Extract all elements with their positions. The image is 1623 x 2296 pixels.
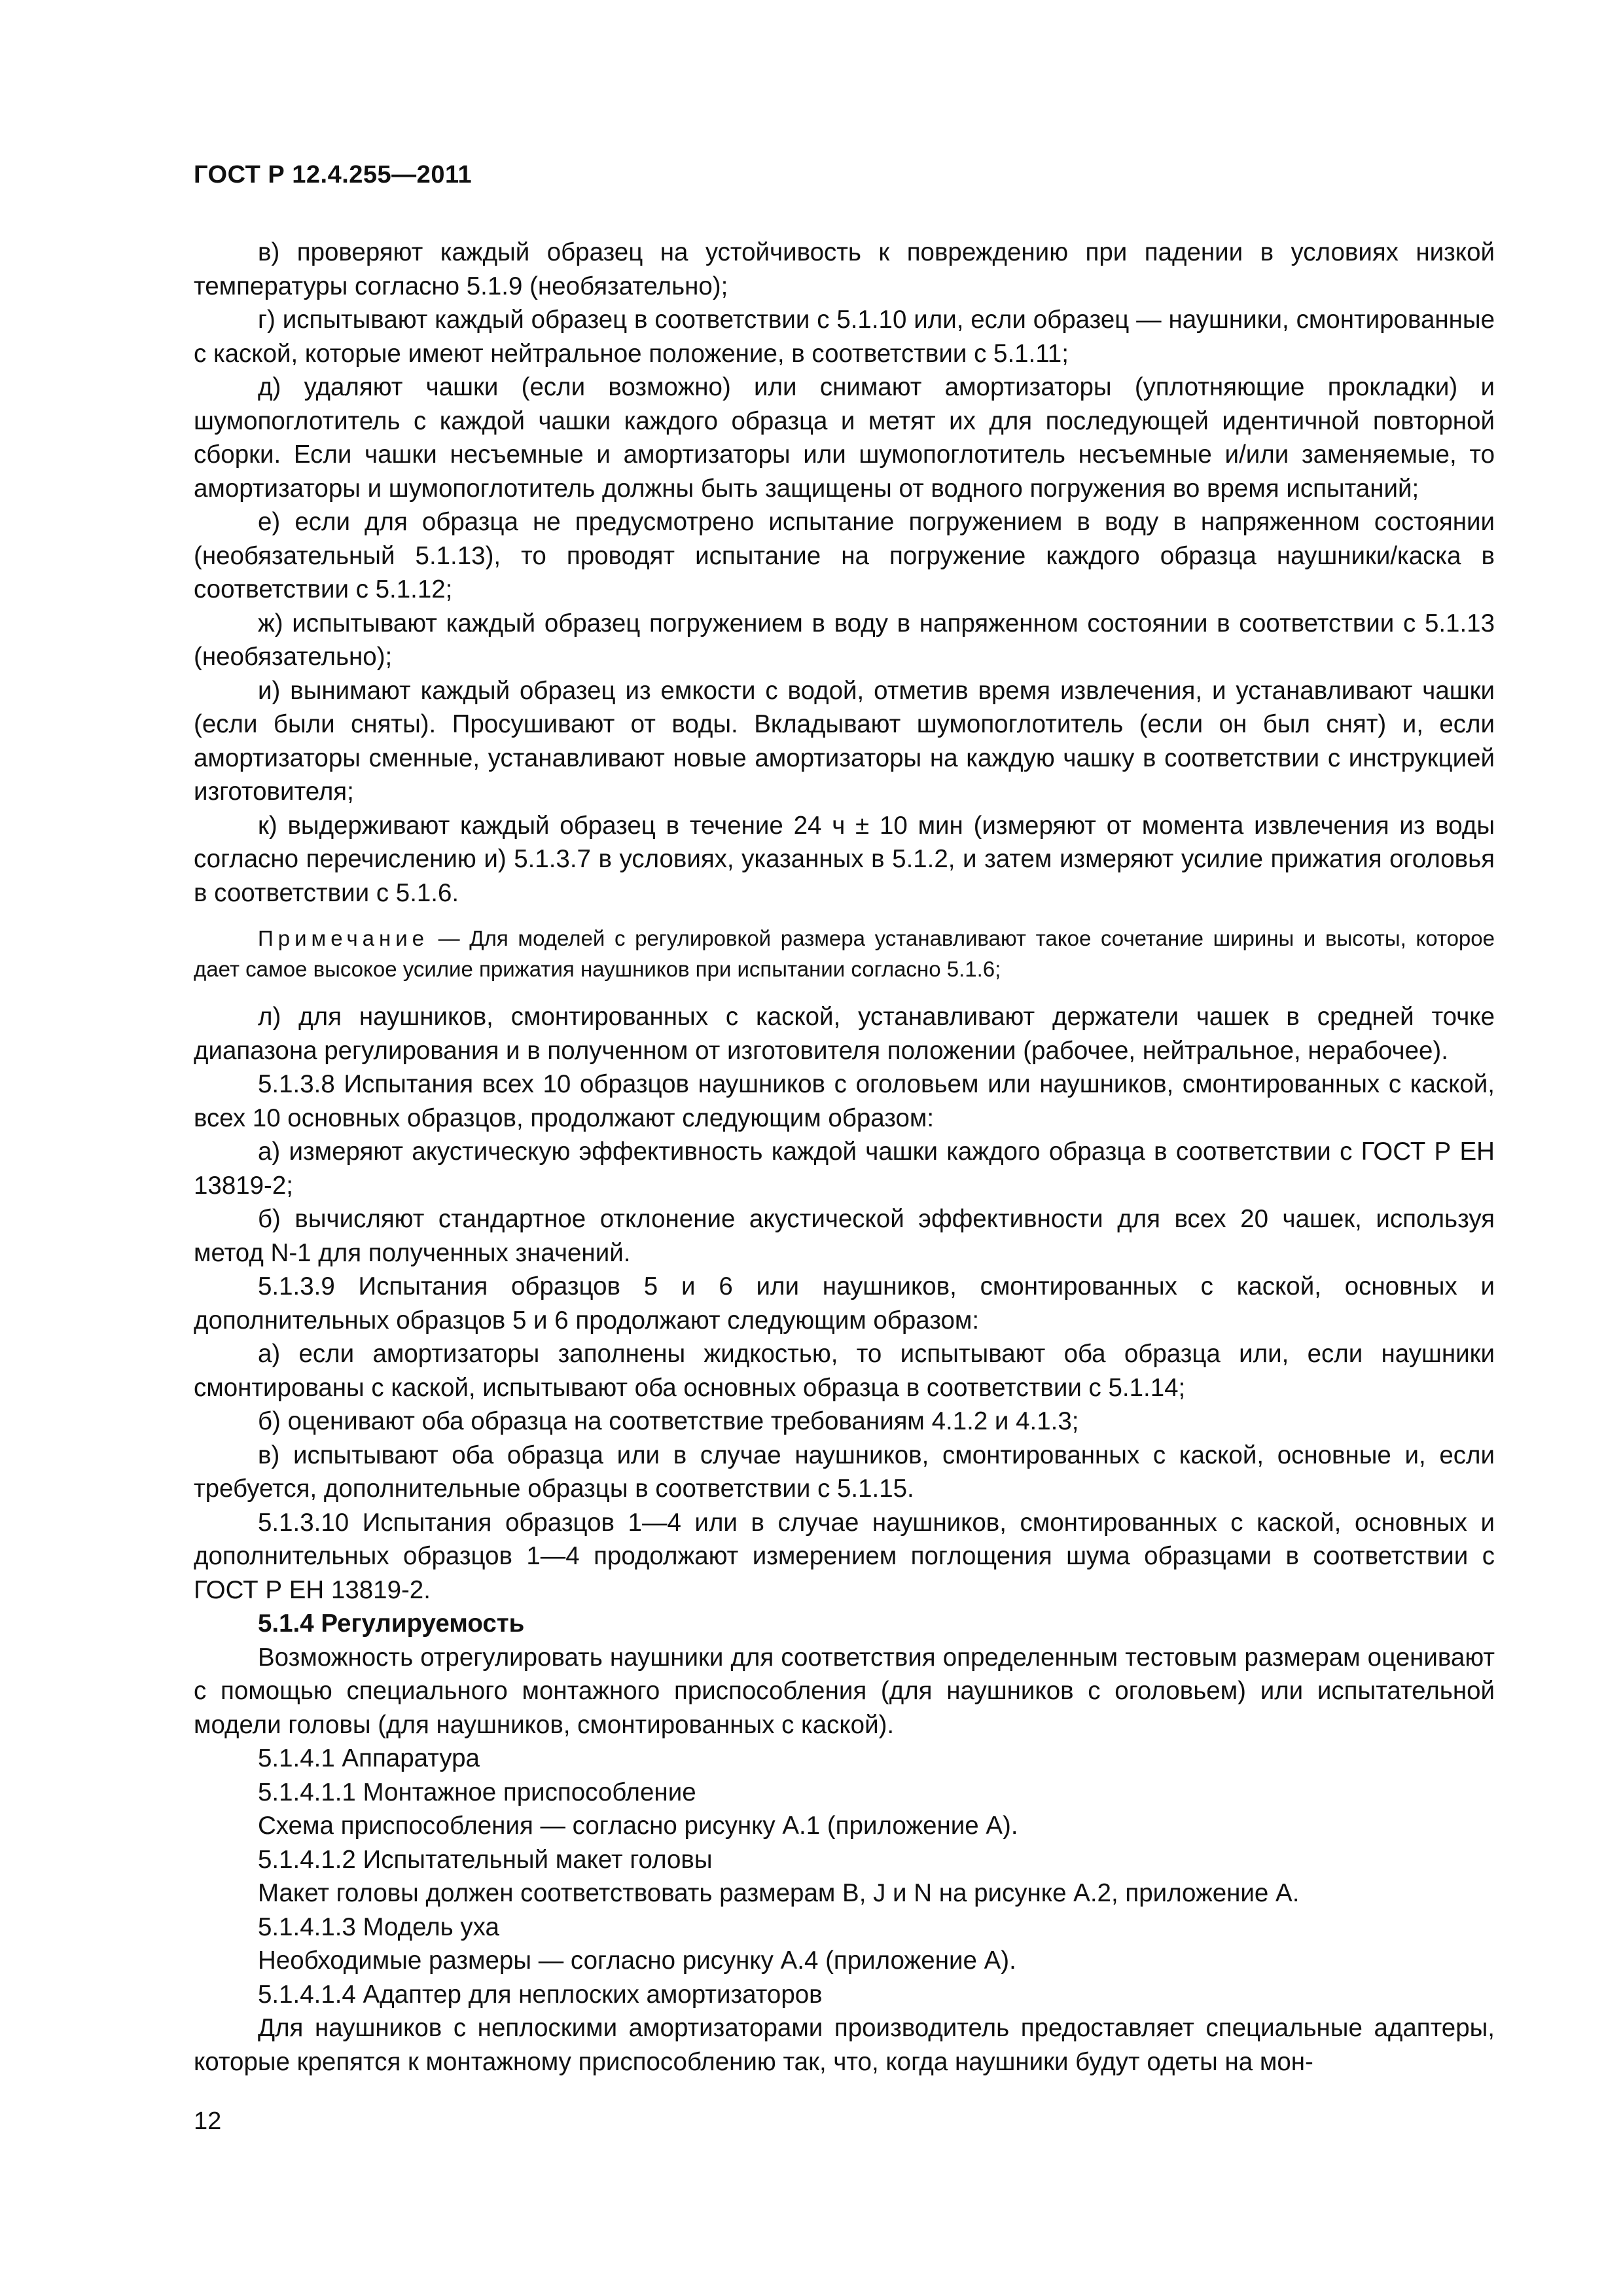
list-item-v: в) испытывают оба образца или в случае наушников, смонтированных с каской, основные и, если требуется, дополнительные образцы в соответствии с 5.1.15. <box>194 1441 1495 1503</box>
body-paragraph: Необходимые размеры — согласно рисунку А.4 (приложение А). <box>258 1946 1016 1975</box>
page-number: 12 <box>194 2108 222 2135</box>
note-label: Примечание <box>258 926 429 950</box>
section-heading: 5.1.4 Регулируемость <box>258 1609 525 1638</box>
clause-5-1-3-8: 5.1.3.8 Испытания всех 10 образцов наушников с оголовьем или наушников, смонтированных с каской, всех 10 основных образцов, продолжают следующим образом: <box>194 1070 1495 1132</box>
list-item-e: е) если для образца не предусмотрено испытание погружением в воду в напряженном состоянии (необязательный 5.1.13), то проводят испытание на погружение каждого образца наушники/каска в соответствии с 5.1.12; <box>194 508 1495 603</box>
clause-5-1-4-1-3: 5.1.4.1.3 Модель уха <box>258 1912 499 1941</box>
clause-5-1-4-1: 5.1.4.1 Аппаратура <box>258 1744 480 1772</box>
list-item-g: г) испытывают каждый образец в соответствии с 5.1.10 или, если образец — наушники, смонтированные с каской, которые имеют нейтральное положение, в соответствии с 5.1.11; <box>194 306 1495 368</box>
list-item-l: л) для наушников, смонтированных с каской, устанавливают держатели чашек в средней точке диапазона регулирования и в полученном от изготовителя положении (рабочее, нейтральное, нерабочее). <box>194 1003 1495 1065</box>
note-text: — Для моделей с регулировкой размера устанавливают такое сочетание ширины и высоты, которое дает самое высокое усилие прижатия наушников при испытании согласно 5.1.6; <box>194 926 1495 981</box>
list-item-b: б) оценивают оба образца на соответствие требованиям 4.1.2 и 4.1.3; <box>258 1407 1079 1435</box>
clause-5-1-4-1-2: 5.1.4.1.2 Испытательный макет головы <box>258 1845 713 1874</box>
list-item-d: д) удаляют чашки (если возможно) или снимают амортизаторы (уплотняющие прокладки) и шумопоглотитель с каждой чашки каждого образца и метят их для последующей идентичной повторной сборки. Если чашки несъемные и амортизаторы или шумопоглотитель несъемные и/или заменяемые, то амортизаторы и шумопоглотитель должны быть защищены от водного погружения во время испытаний; <box>194 373 1495 503</box>
list-item-a: а) если амортизаторы заполнены жидкостью, то испытывают оба образца или, если наушники смонтированы с каской, испытывают оба основных образца в соответствии с 5.1.14; <box>194 1340 1495 1402</box>
clause-5-1-4-1-1: 5.1.4.1.1 Монтажное приспособление <box>258 1778 696 1806</box>
list-item-v: в) проверяют каждый образец на устойчивость к повреждению при падении в условиях низкой температуры согласно 5.1.9 (необязательно); <box>194 238 1495 300</box>
body-paragraph: Возможность отрегулировать наушники для соответствия определенным тестовым размерам оценивают с помощью специального монтажного приспособления (для наушников с оголовьем) или испытательной модели головы (для наушников, смонтированных с каской). <box>194 1643 1495 1739</box>
list-item-b: б) вычисляют стандартное отклонение акустической эффективности для всех 20 чашек, используя метод N-1 для полученных значений. <box>194 1205 1495 1267</box>
body-paragraph: Для наушников с неплоскими амортизаторами производитель предоставляет специальные адаптеры, которые крепятся к монтажному приспособлению так, что, когда наушники будут одеты на мон- <box>194 2014 1495 2076</box>
list-item-a: а) измеряют акустическую эффективность каждой чашки каждого образца в соответствии с ГОСТ Р ЕН 13819-2; <box>194 1138 1495 1200</box>
clause-5-1-3-9: 5.1.3.9 Испытания образцов 5 и 6 или наушников, смонтированных с каской, основных и дополнительных образцов 5 и 6 продолжают следующим образом: <box>194 1272 1495 1335</box>
list-item-zh: ж) испытывают каждый образец погружением в воду в напряженном состоянии в соответствии с 5.1.13 (необязательно); <box>194 609 1495 671</box>
clause-5-1-3-10: 5.1.3.10 Испытания образцов 1—4 или в случае наушников, смонтированных с каской, основных и дополнительных образцов 1—4 продолжают измерением поглощения шума образцами в соответствии с ГОСТ Р ЕН 13819-2. <box>194 1508 1495 1604</box>
page-body <box>194 236 1495 2079</box>
list-item-k: к) выдерживают каждый образец в течение 24 ч ± 10 мин (измеряют от момента извлечения из воды согласно перечислению и) 5.1.3.7 в условиях, указанных в 5.1.2, и затем измеряют усилие прижатия оголовья в соответствии с 5.1.6. <box>194 811 1495 907</box>
document-code-header: ГОСТ Р 12.4.255—2011 <box>194 161 473 188</box>
list-item-i: и) вынимают каждый образец из емкости с водой, отметив время извлечения, и устанавливают чашки (если были сняты). Просушивают от воды. Вкладывают шумопоглотитель (если он был снят) и, если амортизаторы сменные, устанавливают новые амортизаторы на каждую чашку в соответствии с инструкцией изготовителя; <box>194 676 1495 806</box>
body-paragraph: Макет головы должен соответствовать размерам B, J и N на рисунке А.2, приложение А. <box>258 1879 1300 1907</box>
note-paragraph <box>194 923 1495 984</box>
clause-5-1-4-1-4: 5.1.4.1.4 Адаптер для неплоских амортизаторов <box>258 1980 823 2009</box>
body-paragraph: Схема приспособления — согласно рисунку А.1 (приложение А). <box>258 1812 1018 1840</box>
